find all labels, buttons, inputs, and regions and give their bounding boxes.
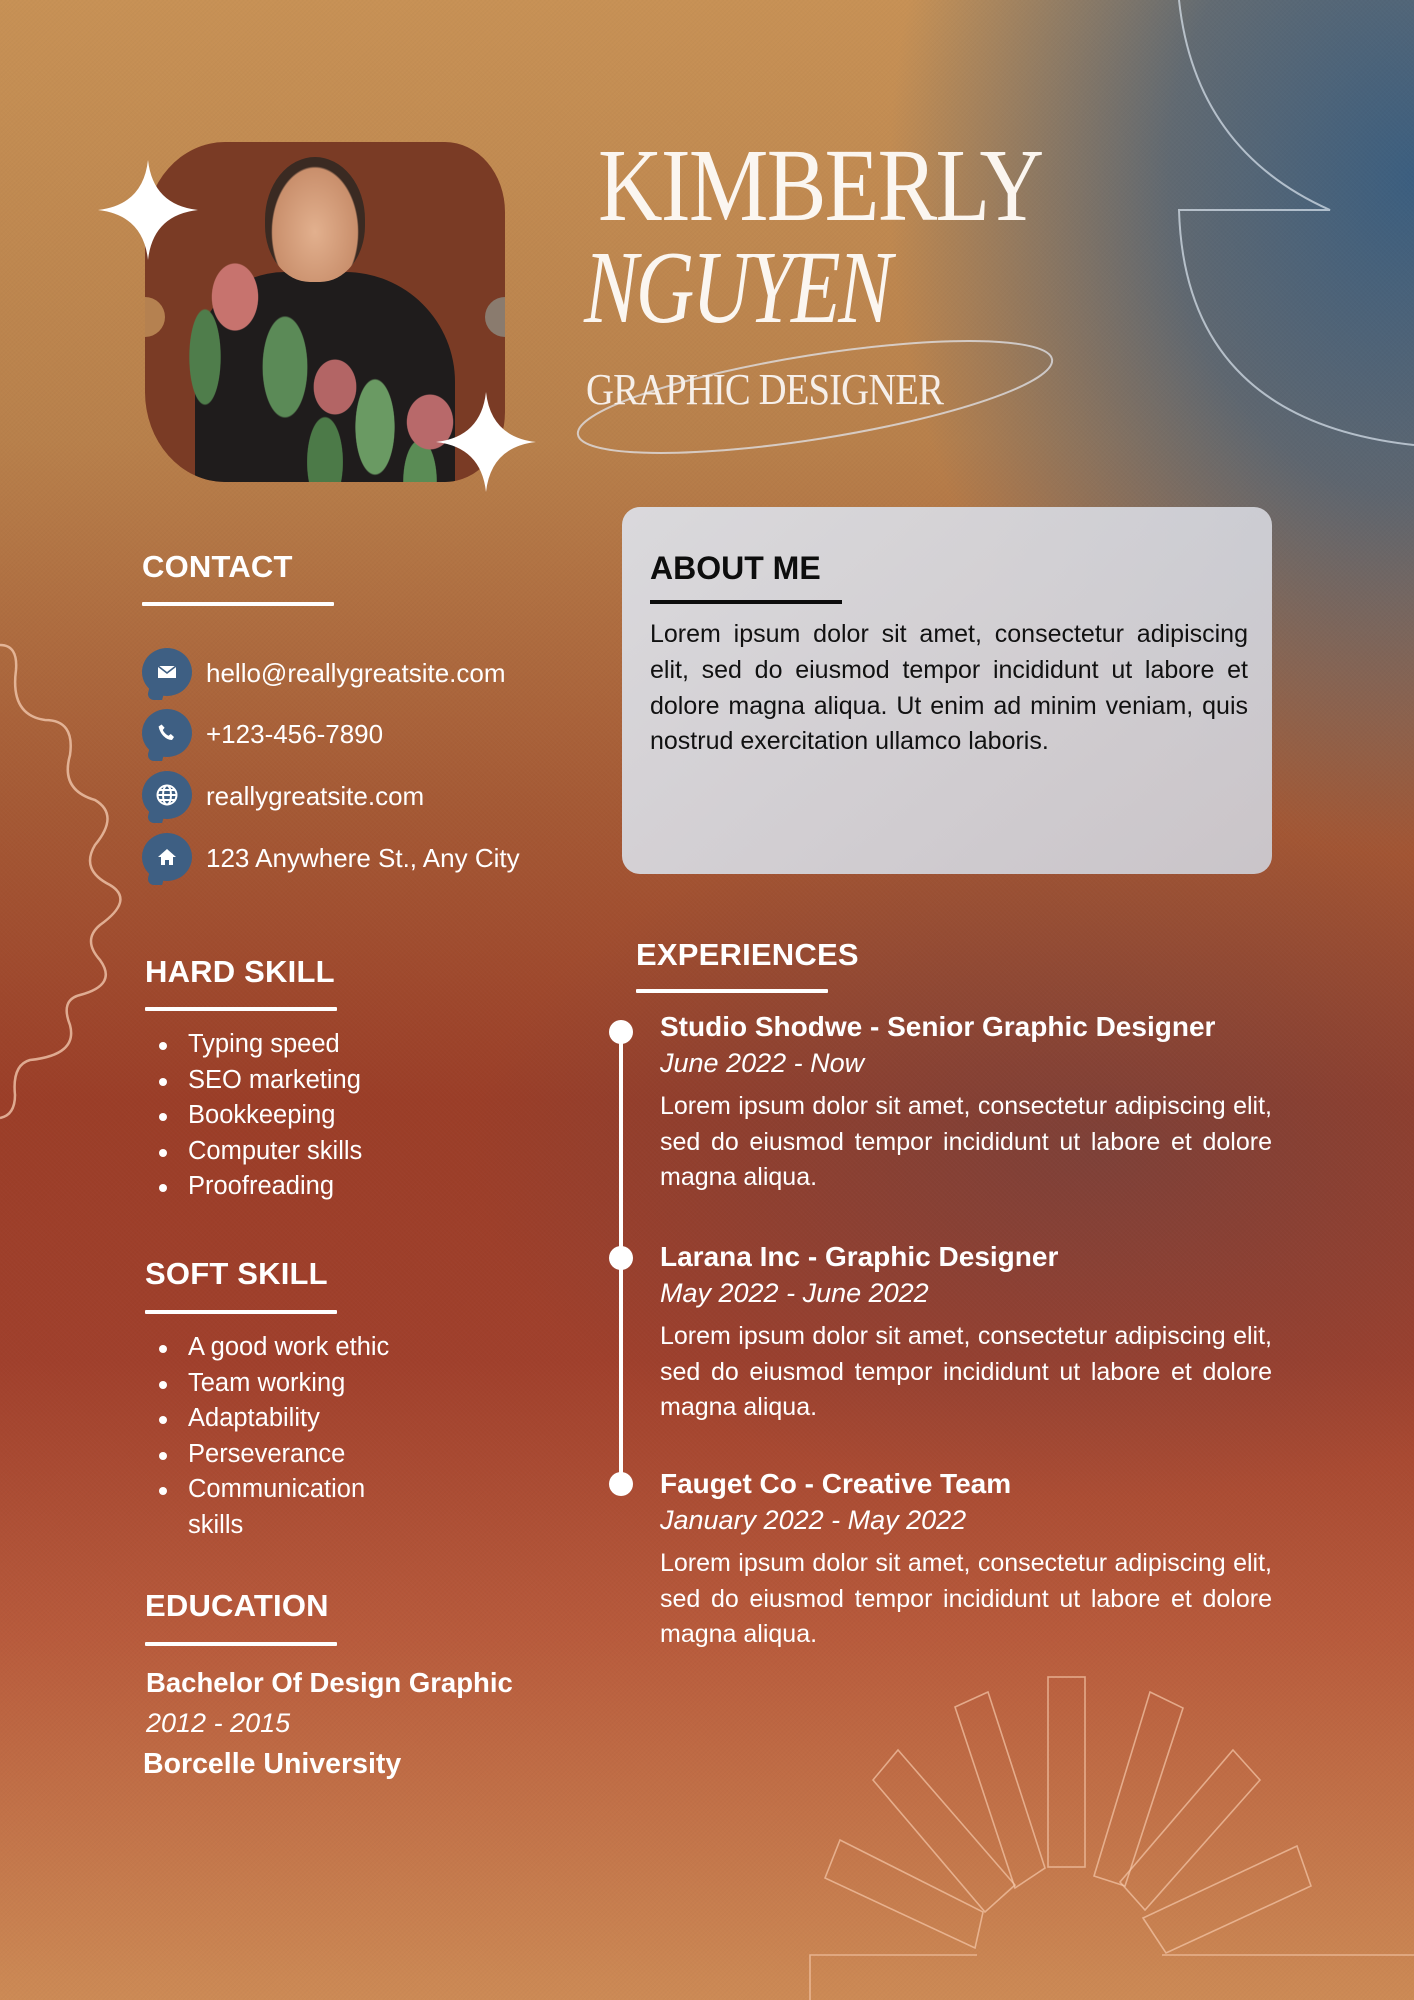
experience-description: Lorem ipsum dolor sit amet, consectetur adipiscing elit, sed do eiusmod tempor incididunt ut labore et dolore magna aliqua. [660,1322,1272,1421]
education-years: 2012 - 2015 [146,1708,291,1738]
experience-date: May 2022 - June 2022 [660,1278,929,1308]
about-me-text: Lorem ipsum dolor sit amet, consectetur adipiscing elit, sed do eiusmod tempor incididunt ut labore et dolore magna aliqua. Ut enim ad minim veniam, quis nostrud exercitation ullamco laboris. [650,620,1248,756]
profile-photo-frame [145,142,505,482]
experience-role: Studio Shodwe - Senior Graphic Designer [660,1011,1216,1042]
education-school: Borcelle University [143,1748,402,1780]
timeline-dot [609,1246,633,1270]
experiences-divider [636,989,828,993]
experience-date: January 2022 - May 2022 [660,1505,967,1535]
education-degree: Bachelor Of Design Graphic [146,1667,513,1698]
experience-item [660,1009,1272,1196]
soft-skill-item: Adaptability [142,1401,442,1437]
hard-skill-divider [145,1007,337,1011]
soft-skill-item: Perseverance [142,1437,442,1473]
phone-icon [142,709,192,759]
sunburst-decoration-icon [800,1650,1414,2000]
contact-phone[interactable] [142,708,383,760]
contact-website-text: reallygreatsite.com [206,780,425,811]
contact-email[interactable] [142,647,506,699]
soft-skill-item: Team working [142,1366,442,1402]
experience-description: Lorem ipsum dolor sit amet, consectetur adipiscing elit, sed do eiusmod tempor incididunt ut labore et dolore magna aliqua. [660,1092,1272,1191]
contact-phone-text: +123-456-7890 [206,718,384,749]
about-me-divider [650,600,842,604]
experience-role: Fauget Co - Creative Team [660,1468,1012,1499]
contact-address[interactable] [142,832,520,884]
experience-description: Lorem ipsum dolor sit amet, consectetur adipiscing elit, sed do eiusmod tempor incididunt ut labore et dolore magna aliqua. [660,1549,1272,1648]
contact-divider [142,602,334,606]
home-icon [142,833,192,883]
hard-skill-item: Proofreading [142,1169,362,1205]
contact-website[interactable] [142,770,424,822]
hard-skill-item: Bookkeeping [142,1098,362,1134]
experiences-heading: EXPERIENCES [636,937,859,972]
hard-skill-item: SEO marketing [142,1063,362,1099]
hard-skill-item: Typing speed [142,1027,362,1063]
experience-item [660,1239,1272,1426]
timeline-dot [609,1472,633,1496]
experience-role: Larana Inc - Graphic Designer [660,1241,1059,1272]
soft-skill-heading: SOFT SKILL [145,1256,328,1291]
soft-skill-list [142,1330,442,1543]
soft-skill-divider [145,1310,337,1314]
first-name: KIMBERLY [598,128,1043,243]
last-name: NGUYEN [584,230,891,345]
contact-heading: CONTACT [142,549,293,584]
job-title: GRAPHIC DESIGNER [586,365,944,414]
timeline-dot [609,1020,633,1044]
contact-address-text: 123 Anywhere St., Any City [206,842,520,873]
globe-icon [142,771,192,821]
about-me-heading: ABOUT ME [650,550,821,586]
arc-decoration-icon [1150,0,1414,460]
education-divider [145,1642,337,1646]
photo-flower-bouquet [165,247,465,482]
experience-item [660,1466,1272,1653]
soft-skill-item: A good work ethic [142,1330,442,1366]
education-heading: EDUCATION [145,1588,329,1623]
wavy-line-icon [0,640,140,1120]
contact-email-text: hello@reallygreatsite.com [206,657,506,688]
hard-skill-item: Computer skills [142,1134,362,1170]
hard-skill-list [142,1027,362,1205]
profile-photo [145,142,505,482]
about-me-card [622,507,1272,874]
experience-date: June 2022 - Now [660,1048,865,1078]
hard-skill-heading: HARD SKILL [145,954,335,989]
email-icon [142,648,192,698]
soft-skill-item: Communication skills [142,1472,358,1543]
